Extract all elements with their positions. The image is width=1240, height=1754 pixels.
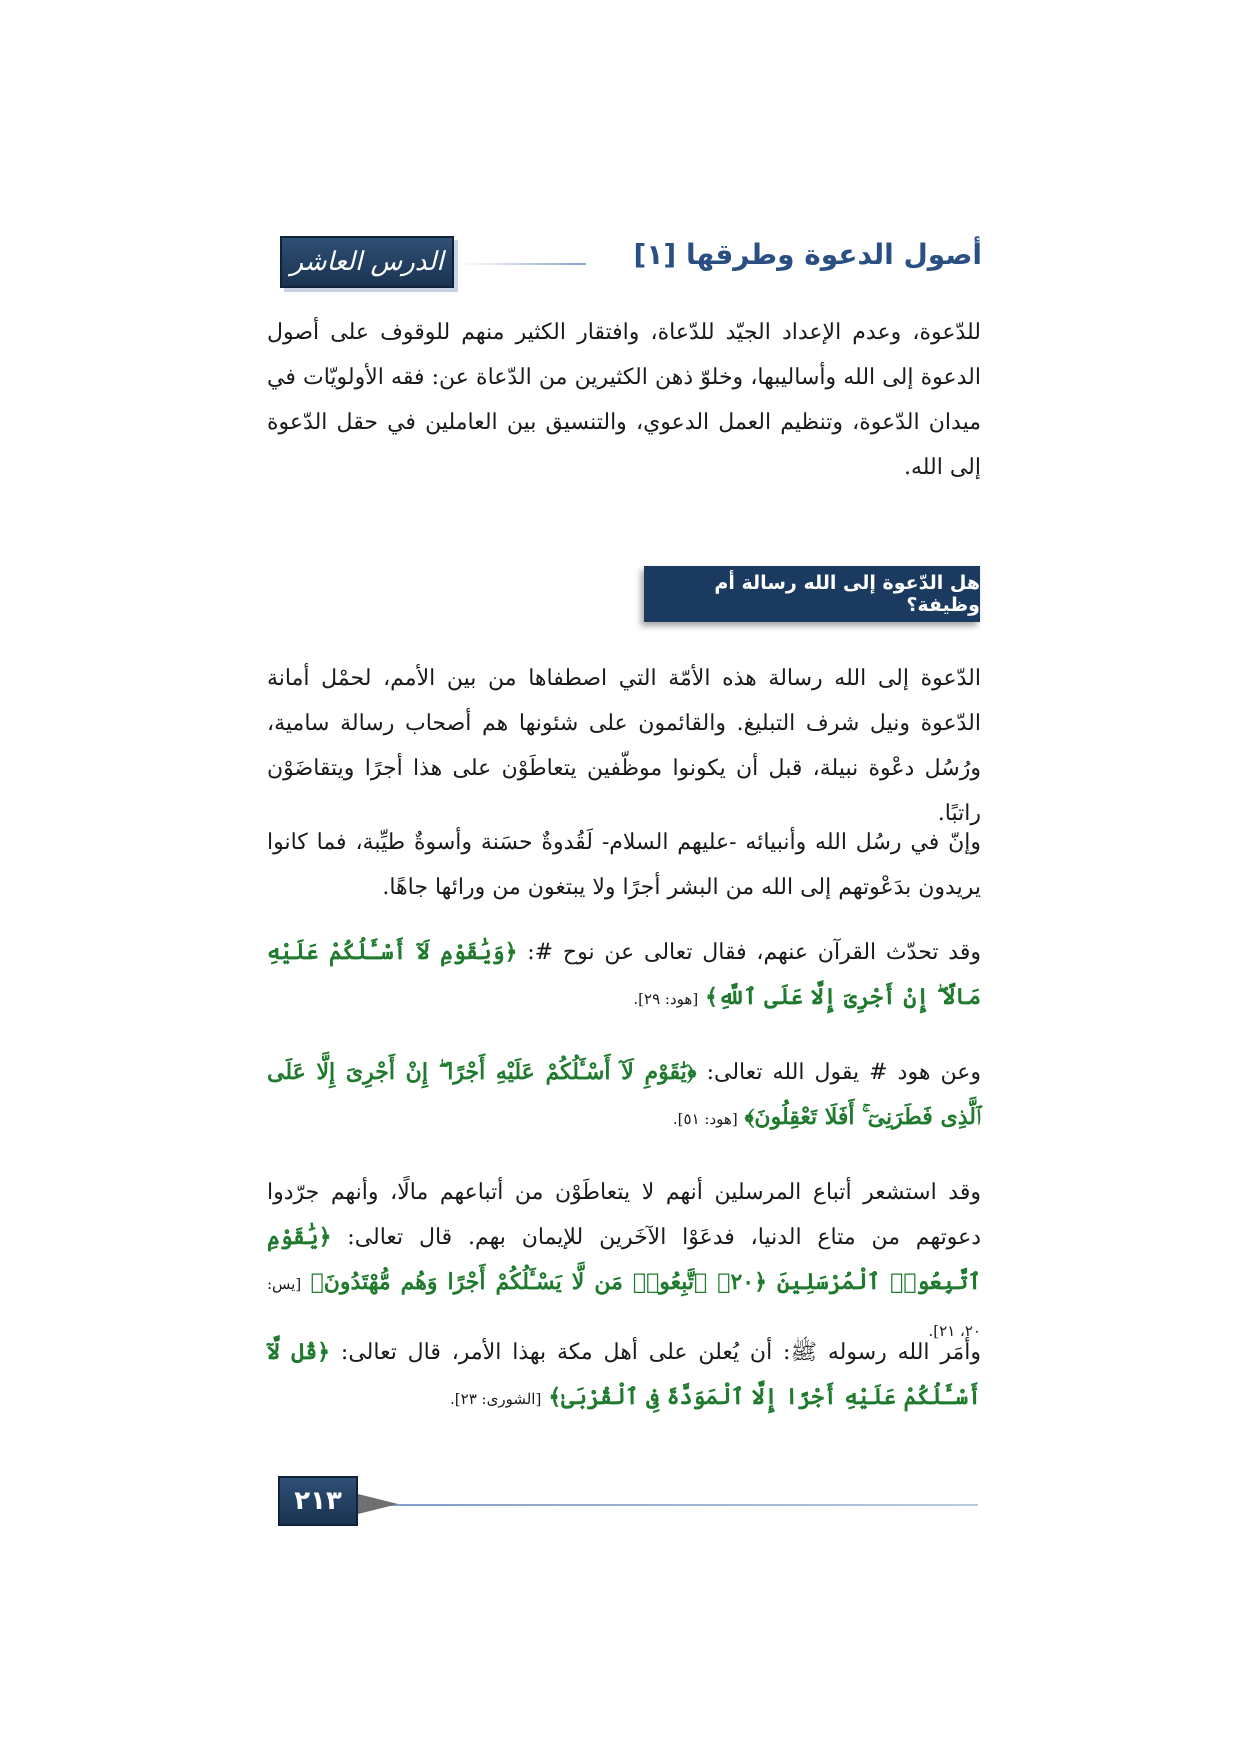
paragraph-hud bbox=[267, 1050, 981, 1142]
paragraph-nuh-text: وقد تحدّث القرآن عنهم، فقال تعالى عن نوح #: bbox=[527, 940, 981, 965]
footer-divider bbox=[358, 1504, 978, 1506]
paragraph-prophet-command bbox=[267, 1330, 981, 1422]
verse-reference-hud: [هود: ٥١]. bbox=[672, 1110, 738, 1128]
paragraph-nuh bbox=[267, 930, 981, 1022]
header-divider bbox=[460, 263, 586, 265]
lesson-badge: الدرس العاشر bbox=[280, 236, 454, 288]
paragraph-followers bbox=[267, 1170, 981, 1354]
verse-reference-shura: [الشورى: ٢٣]. bbox=[450, 1390, 542, 1408]
quran-verse-nuh: ﴿وَيَٰقَوْمِ لَآ أَسْـَٔلُكُمْ عَلَيْهِ مَالًا ۖ إِنْ أَجْرِىَ إِلَّا عَلَى ٱللَّهِ﴾ bbox=[267, 939, 981, 1010]
paragraph-prophets: وإنّ في رسُل الله وأنبيائه -عليهم السلام- لَقُدوةٌ حسَنة وأسوةٌ طيِّبة، فما كانوا يريدون بدَعْوتهم إلى الله من البشر أجرًا ولا يبتغون من ورائها جاهًا. bbox=[267, 830, 981, 900]
section-heading: هل الدّعوة إلى الله رسالة أم وظيفة؟ bbox=[644, 566, 980, 622]
chapter-title: أصول الدعوة وطرقها [١] bbox=[633, 238, 982, 271]
footer-wedge bbox=[358, 1494, 398, 1514]
paragraph-hud-text: وعن هود # يقول الله تعالى: bbox=[706, 1060, 981, 1085]
paragraph-prophet-command-text: وأمَر الله رسوله ﷺ: أن يُعلن على أهل مكة بهذا الأمر، قال تعالى: bbox=[340, 1340, 982, 1365]
quran-verse-hud: ﴿يَٰقَوْمِ لَآ أَسْـَٔلُكُمْ عَلَيْهِ أَجْرًا ۖ إِنْ أَجْرِىَ إِلَّا عَلَى ٱلَّذِى فَطَرَنِىٓ ۚ أَفَلَا تَعْقِلُونَ﴾ bbox=[267, 1059, 981, 1130]
quran-verse-yasin: ﴿يَٰقَوْمِ ٱتَّبِعُوا۟ ٱلْمُرْسَلِينَ ﴿٢٠﴾ ٱتَّبِعُوا۟ مَن لَّا يَسْـَٔلُكُمْ أَجْرًا وَهُم مُّهْتَدُونَ﴾ bbox=[267, 1224, 981, 1295]
paragraph-followers-text: وقد استشعر أتباع المرسلين أنهم لا يتعاطَوْن من أتباعهم مالًا، وأنهم جرّدوا دعوتهم من متاع الدنيا، فدعَوْا الآخَرين للإيمان بهم. قال تعالى: bbox=[267, 1180, 981, 1250]
quran-verse-shura: ﴿قُل لَّآ أَسْـَٔلُكُمْ عَلَيْهِ أَجْرًا إِلَّا ٱلْمَوَدَّةَ فِى ٱلْقُرْبَىٰ﴾ bbox=[267, 1339, 981, 1410]
verse-reference-yasin: [يس: ٢٠، ٢١]. bbox=[267, 1275, 981, 1340]
page-header bbox=[280, 236, 982, 286]
intro-paragraph: للدّعوة، وعدم الإعداد الجيّد للدّعاة، وافتقار الكثير منهم للوقوف على أصول الدعوة إلى الله وأساليبها، وخلوّ ذهن الكثيرين من الدّعاة عن: فقه الأولويّات في ميدان الدّعوة، وتنظيم العمل الدعوي، والتنسيق بين العاملين في حقل الدّعوة إلى الله. bbox=[267, 320, 981, 480]
verse-reference-nuh: [هود: ٢٩]. bbox=[633, 990, 699, 1008]
page-number: ٢١٣ bbox=[278, 1476, 358, 1526]
paragraph-mission: الدّعوة إلى الله رسالة هذه الأمّة التي اصطفاها من بين الأمم، لحمْل أمانة الدّعوة ونيل شرف التبليغ. والقائمون على شئونها هم أصحاب رسالة سامية، ورُسُل دعْوة نبيلة، قبل أن يكونوا موظّفين يتعاطَوْن على هذا أجرًا ويتقاضَوْن راتبًا. bbox=[267, 666, 981, 826]
